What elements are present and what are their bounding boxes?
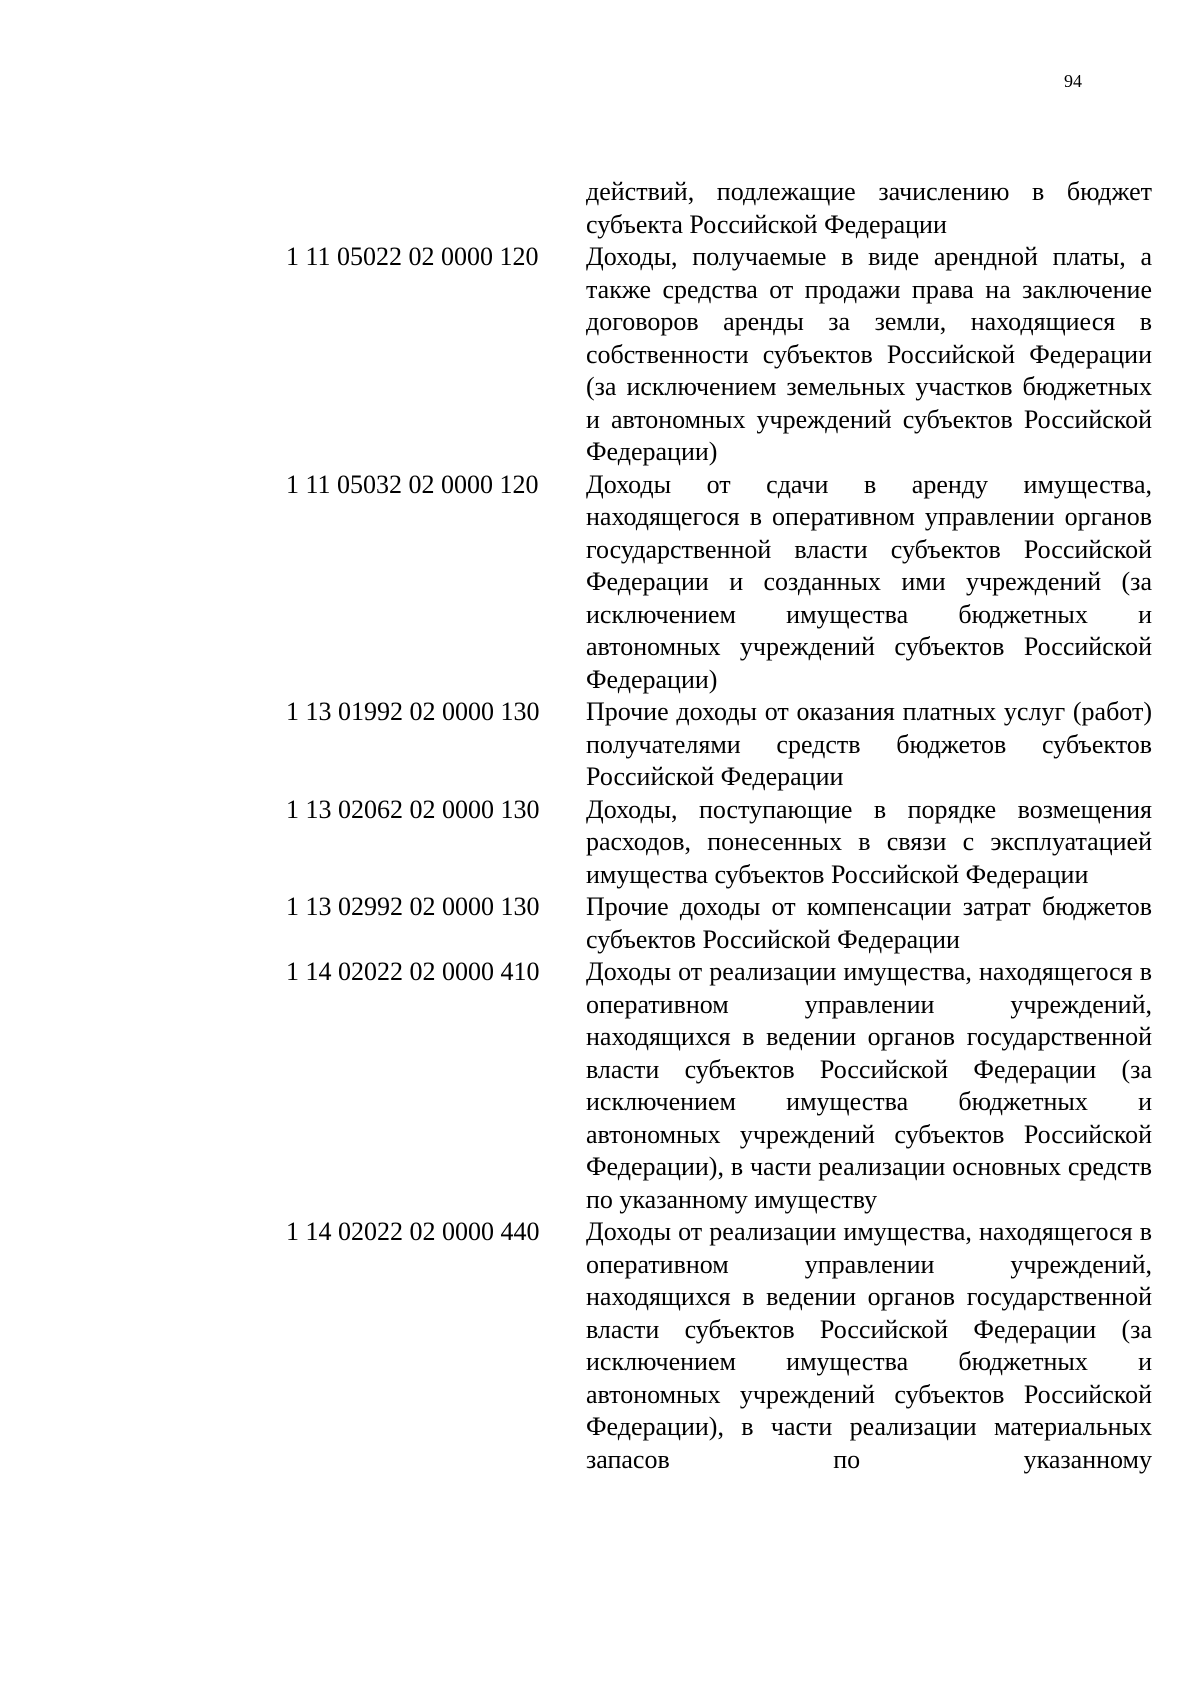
table-row (286, 241, 1152, 469)
income-description: Доходы от сдачи в аренду имущества, находящегося в оперативном управлении органов государственной власти субъектов Российской Федерации и созданных ими учреждений (за исключением имущества бюджетных и автономных учреждений субъектов Российской Федерации) (586, 469, 1152, 694)
income-description: Прочие доходы от компенсации затрат бюджетов субъектов Российской Федерации (586, 892, 1152, 954)
budget-code: 1 14 02022 02 0000 440 (286, 1217, 540, 1246)
income-description: Прочие доходы от оказания платных услуг (работ) получателями средств бюджетов субъектов Российской Федерации (586, 697, 1152, 791)
income-description: Доходы, поступающие в порядке возмещения расходов, понесенных в связи с эксплуатацией имущества субъектов Российской Федерации (586, 794, 1152, 889)
income-description: Доходы, получаемые в виде арендной платы, а также средства от продажи права на заключение договоров аренды за земли, находящиеся в собственности субъектов Российской Федерации (за исключением земельных участков бюджетных и автономных учреждений субъектов Российской Федерации) (586, 242, 1152, 466)
table-row (286, 176, 1152, 241)
page-number: 94 (1064, 71, 1082, 91)
budget-codes-table (286, 176, 1152, 1476)
table-row (286, 891, 1152, 956)
budget-code: 1 13 02992 02 0000 130 (286, 892, 540, 921)
table-row (286, 696, 1152, 794)
table-row (286, 794, 1152, 892)
income-description: Доходы от реализации имущества, находящегося в оперативном управлении учреждений, находящихся в ведении органов государственной власти субъектов Российской Федерации (за исключением имущества бюджетных и автономных учреждений субъектов Российской Федерации), в части реализации основных средств по указанному имуществу (586, 957, 1152, 1214)
budget-code: 1 11 05032 02 0000 120 (286, 469, 539, 499)
table-row (286, 1216, 1152, 1476)
budget-code: 1 13 01992 02 0000 130 (286, 697, 540, 726)
income-description: Доходы от реализации имущества, находящегося в оперативном управлении учреждений, находящихся в ведении органов государственной власти субъектов Российской Федерации (за исключением имущества бюджетных и автономных учреждений субъектов Российской Федерации), в части реализации материальных запасов по указанному (586, 1217, 1152, 1474)
table-row (286, 956, 1152, 1216)
budget-code: 1 13 02062 02 0000 130 (286, 794, 540, 824)
table-row (286, 469, 1152, 697)
budget-code: 1 11 05022 02 0000 120 (286, 242, 539, 271)
income-description: действий, подлежащие зачислению в бюджет субъекта Российской Федерации (586, 177, 1152, 239)
budget-code: 1 14 02022 02 0000 410 (286, 957, 540, 986)
